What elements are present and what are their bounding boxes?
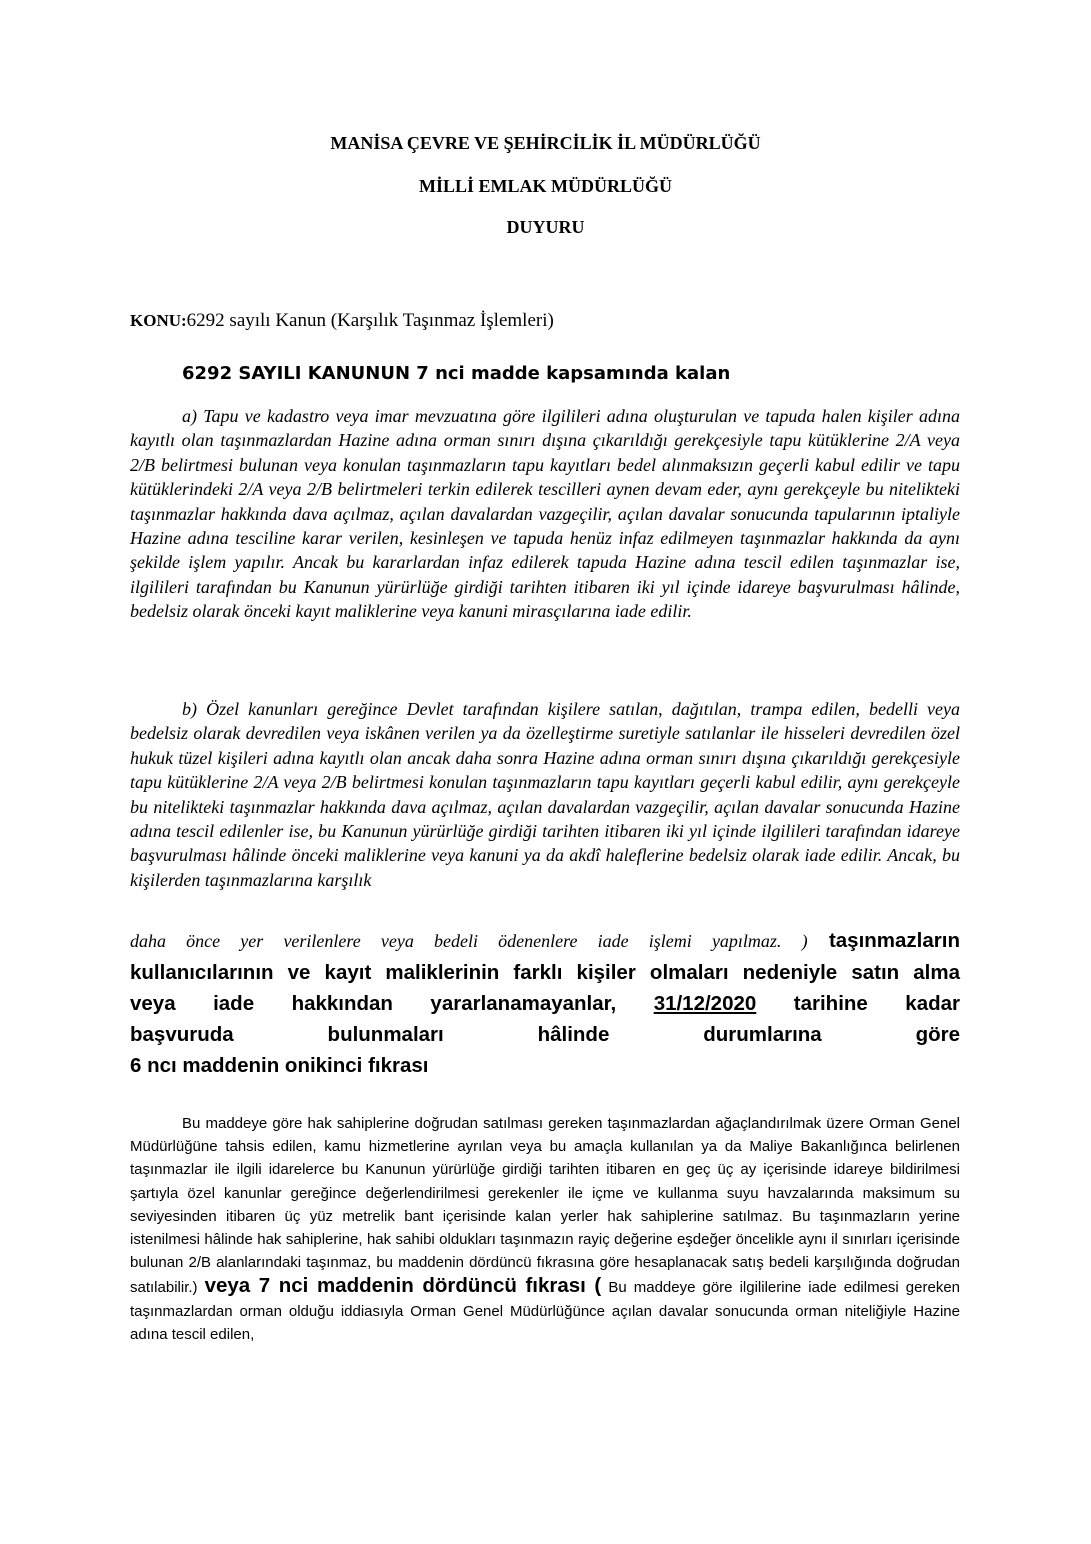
bold-block [130,925,960,1081]
paragraph-c: Bu maddeye göre hak sahiplerine doğrudan satılması gereken taşınmazlardan ağaçlandırılmak üzere Orman Genel Müdürlüğüne tahsis edilen, kamu hizmetlerine ayrılan veya bu amaçla kullanılan ya da Maliye Bakanlığınca belirlenen taşınmazlar ile ilgili idarelerce bu Kanunun yürürlüğe girdiği tarihten itibaren en geç üç ay içerisinde idareye bildirilmesi şartıyla özel kanunlar gereğince değerlendirilmesi gerekenler ile içme ve kullanma suyu havzalarında maksimum su seviyesinden itibaren üç yüz metrelik bant içerisinde kalan yerler hak sahiplerine satılmaz. Bu taşınmazların yerine istenilmesi hâlinde hak sahiplerine, hak sahibi oldukları taşınmazın rayiç değerine eşdeğer öncelikle aynı il sınırları içerisinde bulunan 2/B alanlarındaki taşınmaz, bu maddenin dördüncü fıkrasına göre hesaplanacak satış bedeli karşılığında doğrudan satılabilir.) veya 7 nci maddenin dördüncü fıkrası ( Bu maddeye göre ilgililerine iade edilmesi gereken taşınmazlardan orman olduğu iddiasıyla Orman Genel Müdürlüğünce açılan davalar sonucunda orman niteliğiyle Hazine adına tescil edilen, [130,1115,961,1343]
paragraph-a: a) Tapu ve kadastro veya imar mevzuatına göre ilgilileri adına oluşturulan ve tapuda halen kişiler adına kayıtlı olan taşınmazlardan Hazine adına orman sınırı dışına çıkarıldığı gerekçesiyle tapu kütüklerine 2/A veya 2/B belirtmesi bulunan veya konulan taşınmazların tapu kayıtları bedel alınmaksızın geçerli kabul edilir ve tapu kütüklerindeki 2/A veya 2/B belirtmeleri terkin edilerek tescilleri aynen devam eder, aynı gerekçeyle bu nitelikteki taşınmazlar hakkında dava açılmaz, açılan davalardan vazgeçilir, açılan davalar sonucunda tapularının iptaliyle Hazine adına tesciline karar verilen, kesinleşen ve tapuda henüz infaz edilmeyen taşınmazlar hakkında da aynı şekilde işlem yapılır. Ancak bu kararlardan infaz edilerek tapuda Hazine adına tescil edilen taşınmazlar ise, ilgilileri tarafından bu Kanunun yürürlüğe girdiği tarihten itibaren iki yıl içinde idareye başvurulması hâlinde, bedelsiz olarak önceki kayıt maliklerine veya kanuni mirasçılarına iade edilir. [130,406,960,622]
paragraph-b: b) Özel kanunları gereğince Devlet tarafından kişilere satılan, dağıtılan, trampa edilen, bedelli veya bedelsiz olarak devredilen veya iskânen verilen ya da özelleştirme suretiyle satılanlar ile hisseleri devredilen özel hukuk tüzel kişileri adına kayıtlı olan ancak daha sonra Hazine adına orman sınırı dışına çıkarıldığı gerekçesiyle tapu kütüklerine 2/A veya 2/B belirtmesi konulan taşınmazların tapu kayıtları geçerli kabul edilir, aynı gerekçeyle bu nitelikteki taşınmazlar hakkında dava açılmaz, açılan davalardan vazgeçilir, açılan davalar sonucunda Hazine adına tescil edilenler ise, bu Kanunun yürürlüğe girdiği tarihten itibaren iki yıl içinde ilgilileri tarafından idareye başvurulması hâlinde önceki maliklerine veya kanuni ya da akdî haleflerine bedelsiz olarak iade edilir. Ancak, bu kişilerden taşınmazlarına karşılık [130,699,960,890]
header-line-announcement: DUYURU [506,217,585,237]
bold-block-line-2: kullanıcılarının ve kayıt maliklerinin farklı kişiler olmaları nedeniyle satın alma [130,961,960,984]
section-title: 6292 SAYILI KANUNUN 7 nci madde kapsamında kalan [182,363,731,384]
bold-block-line-3: veya iade hakkından yararlanamayanlar, 31/12/2020 tarihine kadar [130,992,960,1015]
deadline-date: 31/12/2020 [653,992,757,1015]
subject-label: KONU: [130,311,187,330]
paragraph-c-bold: veya 7 nci maddenin dördüncü fıkrası ( [204,1274,602,1298]
paragraph-d: Bu maddeye göre ilgililerine iade edilmesi gereken taşınmazlardan orman olduğu iddiasıyla Orman Genel Müdürlüğünce açılan davalar sonucunda orman niteliğiyle Hazine adına tescil edilen, [130,1279,961,1343]
header-line-department: MİLLİ EMLAK MÜDÜRLÜĞÜ [418,176,672,196]
subject-text: 6292 sayılı Kanun (Karşılık Taşınmaz İşlemleri) [186,310,554,331]
bold-block-line-1: daha önce yer verilenlere veya bedeli ödenenlere iade işlemi yapılmaz. ) taşınmazların [130,929,960,952]
bold-block-line-5: 6 ncı maddenin onikinci fıkrası [130,1054,429,1077]
bold-block-line-4: başvuruda bulunmaları hâlinde durumlarına göre [130,1023,960,1046]
subject-line [130,309,554,333]
header-line-directorate: MANİSA ÇEVRE VE ŞEHİRCİLİK İL MÜDÜRLÜĞÜ [330,133,761,153]
paragraph-b-end: daha önce yer verilenlere veya bedeli ödenenlere iade işlemi yapılmaz. ) [130,931,808,951]
